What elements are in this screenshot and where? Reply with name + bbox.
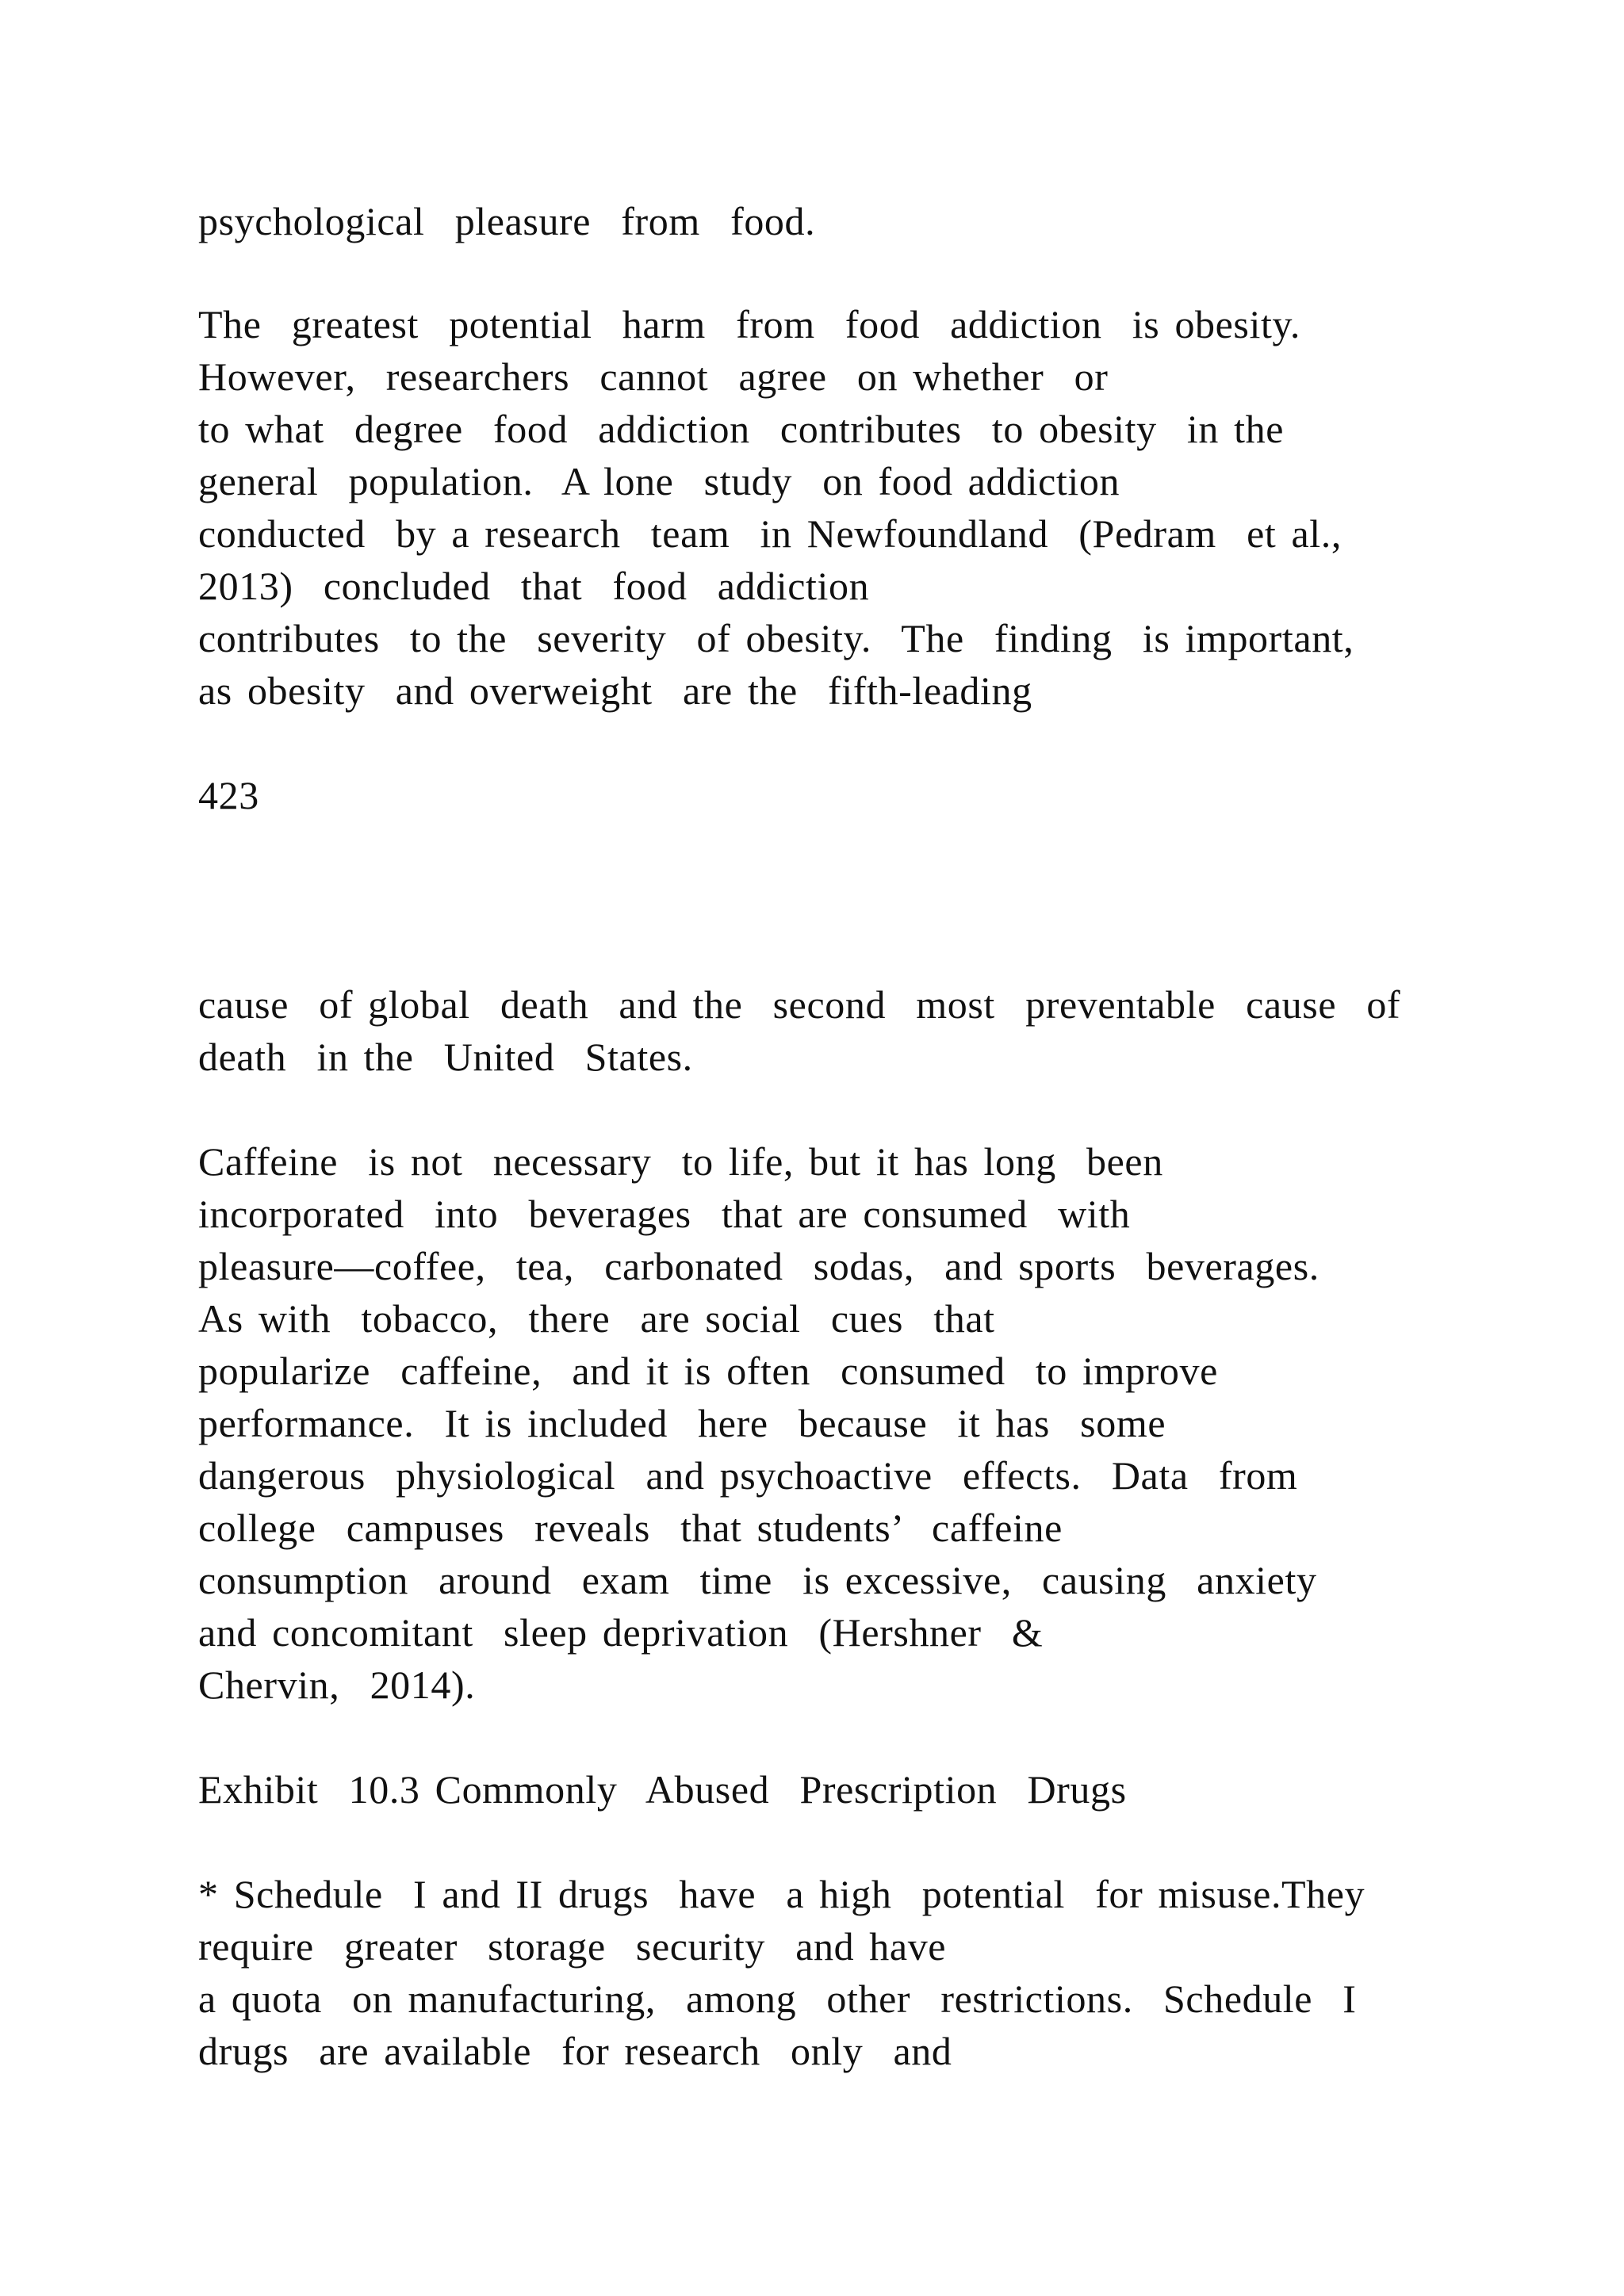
text-line: psychological pleasure from food. [198, 199, 816, 243]
text-line: contributes to the severity of obesity. The finding is important, [198, 616, 1354, 660]
text-line: to what degree food addiction contributes to obesity in the [198, 407, 1284, 451]
text-line: and concomitant sleep deprivation (Hershner & [198, 1610, 1044, 1655]
text-line: However, researchers cannot agree on whether or [198, 354, 1109, 399]
text-line: As with tobacco, there are social cues that [198, 1296, 995, 1341]
text-line: conducted by a research team in Newfoundland (Pedram et al., [198, 511, 1342, 556]
text-line: death in the United States. [198, 1035, 693, 1079]
text-line: popularize caffeine, and it is often consumed to improve [198, 1349, 1218, 1393]
text-line: The greatest potential harm from food addiction is obesity. [198, 302, 1300, 346]
text-line: require greater storage security and have [198, 1924, 947, 1969]
text-line: 2013) concluded that food addiction [198, 564, 870, 608]
text-line: * Schedule I and II drugs have a high potential for misuse.They [198, 1872, 1365, 1916]
text-line: Caffeine is not necessary to life, but it has long been [198, 1139, 1163, 1184]
text-line: general population. A lone study on food addiction [198, 459, 1120, 503]
text-line: incorporated into beverages that are consumed with [198, 1192, 1131, 1236]
exhibit-title: Exhibit 10.3 Commonly Abused Prescription Drugs [198, 1767, 1127, 1812]
text-line: consumption around exam time is excessive, causing anxiety [198, 1558, 1317, 1602]
text-line: a quota on manufacturing, among other restrictions. Schedule I [198, 1976, 1357, 2021]
text-line: pleasure—coffee, tea, carbonated sodas, and sports beverages. [198, 1244, 1320, 1288]
text-line: dangerous physiological and psychoactive effects. Data from [198, 1453, 1298, 1498]
page-number: 423 [198, 773, 259, 817]
text-line: cause of global death and the second most preventable cause of [198, 982, 1401, 1027]
text-line: Chervin, 2014). [198, 1663, 476, 1707]
text-line: drugs are available for research only and [198, 2029, 952, 2073]
text-line: college campuses reveals that students’ caffeine [198, 1506, 1063, 1550]
text-line: as obesity and overweight are the fifth-leading [198, 668, 1032, 713]
text-line: performance. It is included here because it has some [198, 1401, 1166, 1445]
